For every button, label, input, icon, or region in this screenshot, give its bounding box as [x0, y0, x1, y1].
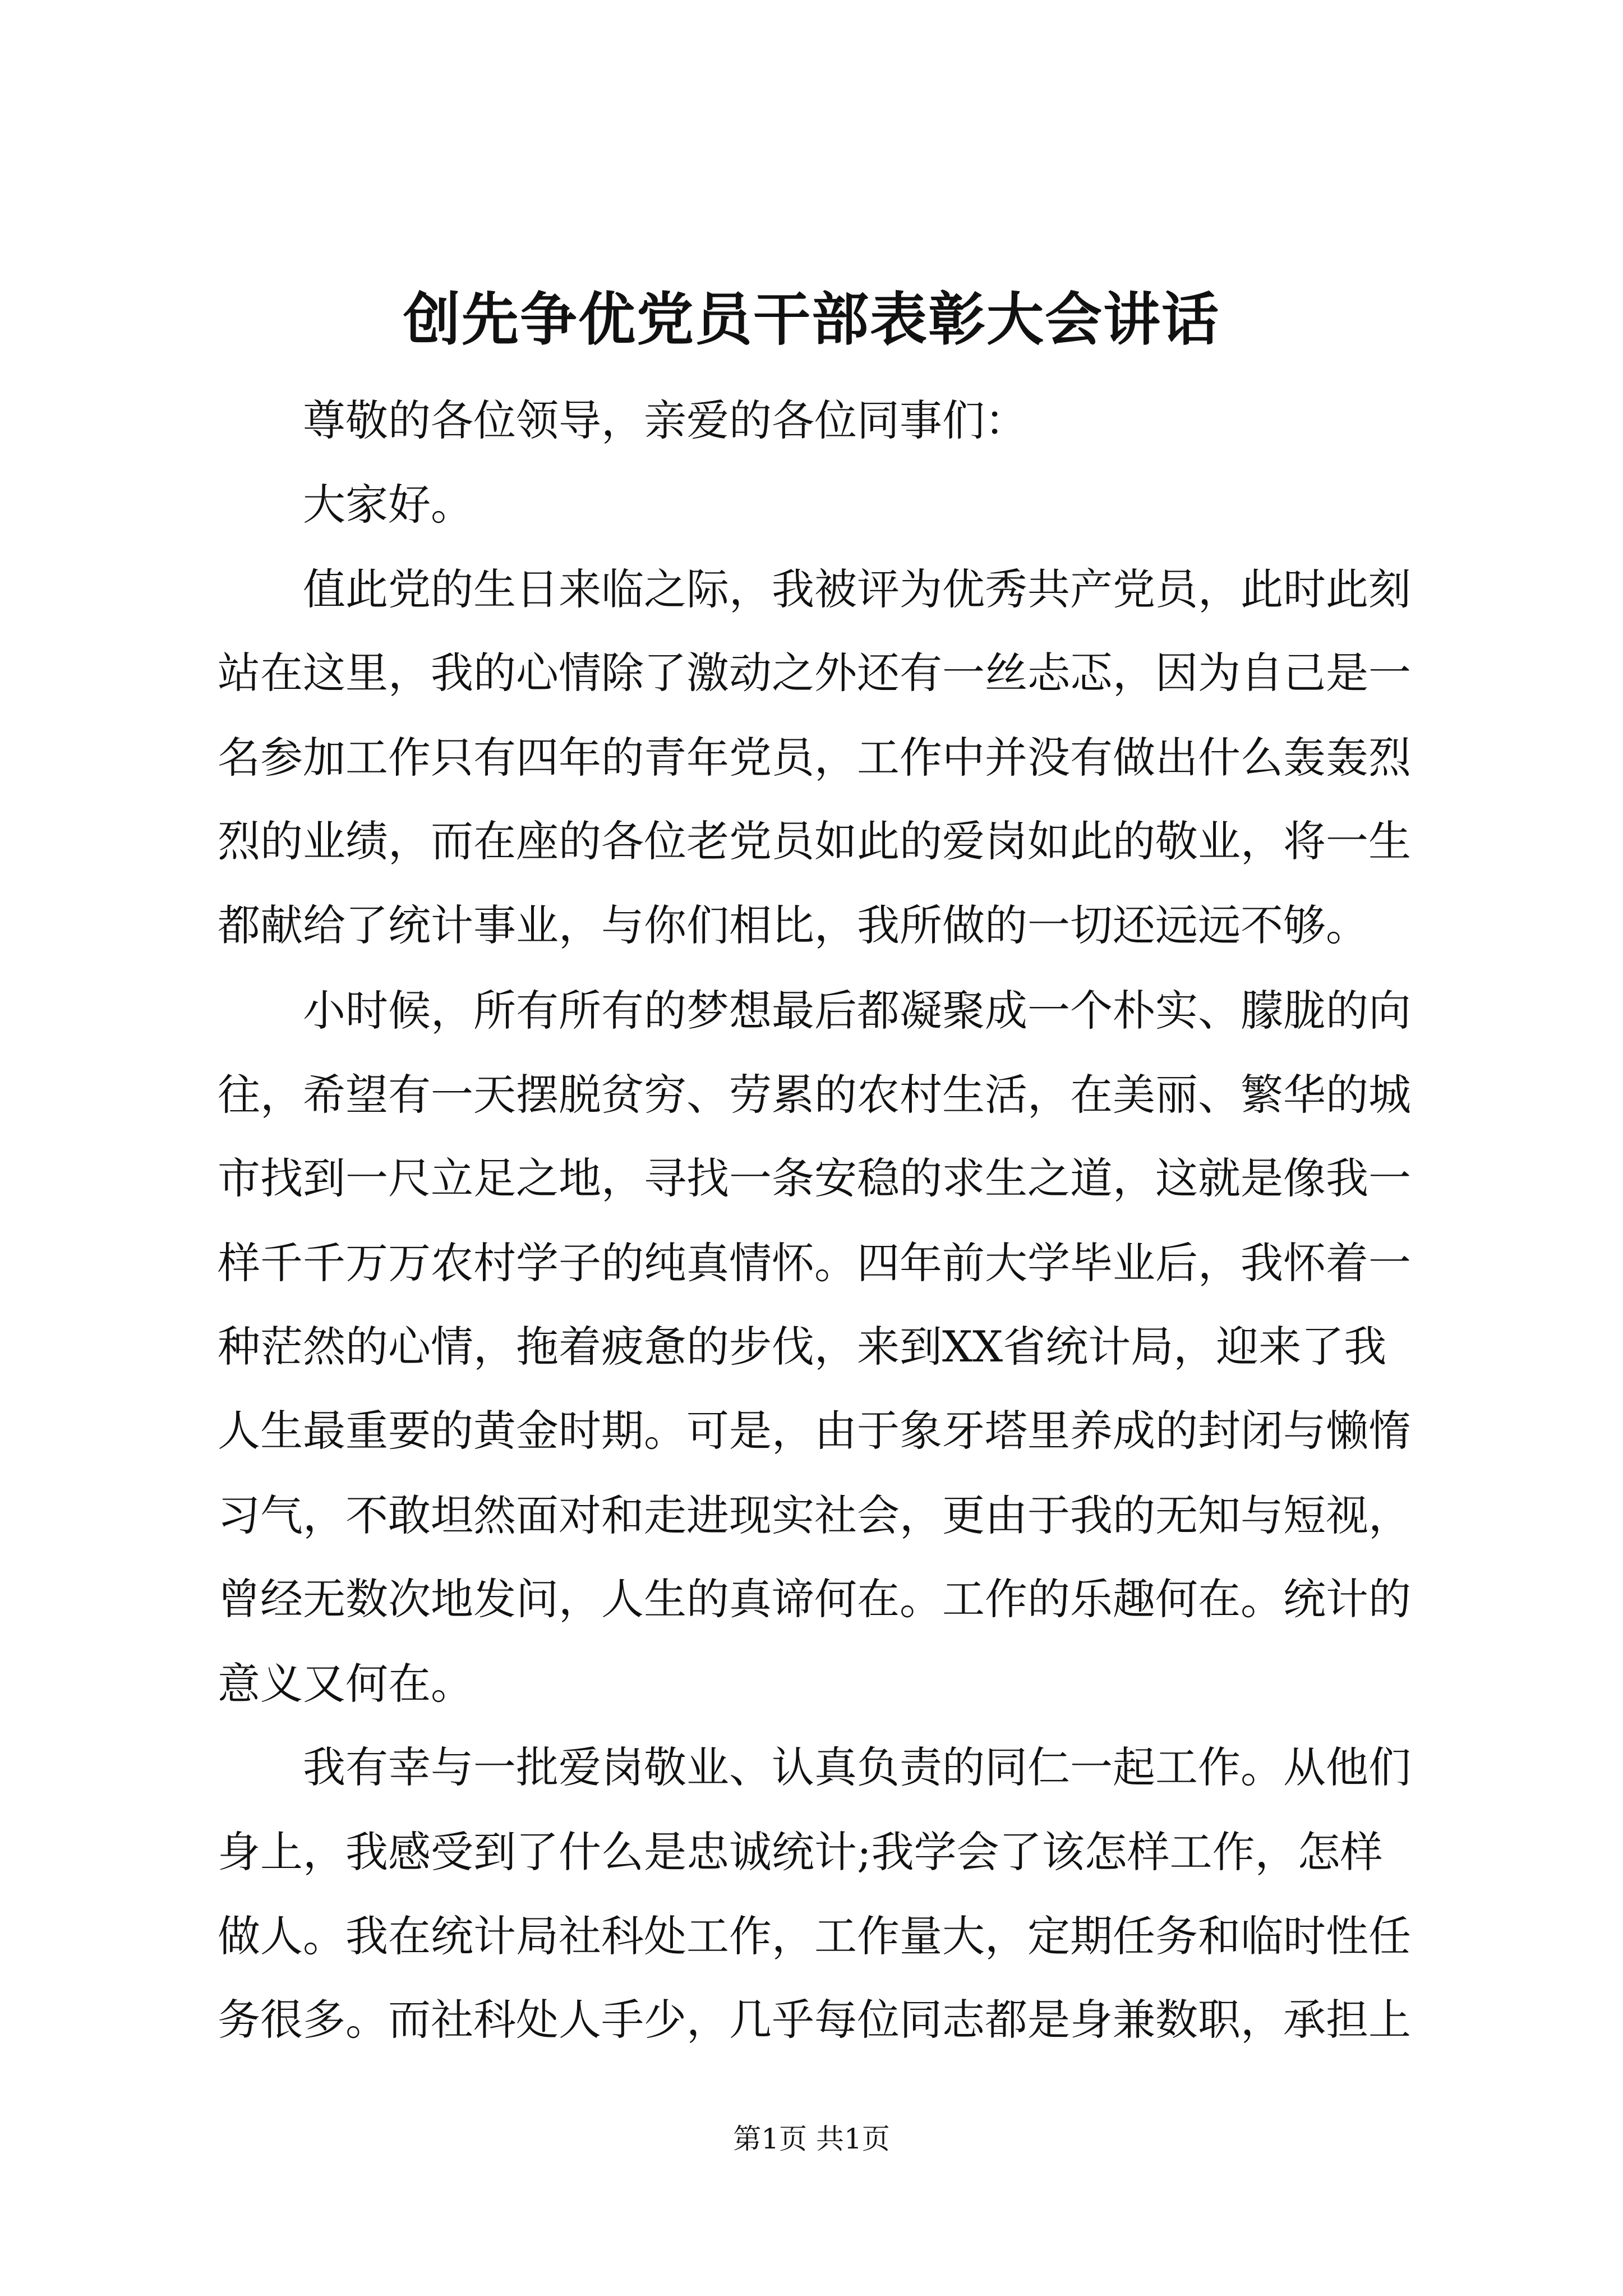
- paragraph-1-line-4: 烈的业绩，而在座的各位老党员如此的爱岗如此的敬业，将一生: [218, 816, 1411, 866]
- paragraph-1-line-1: 值此党的生日来临之际，我被评为优秀共产党员，此时此刻: [303, 564, 1411, 614]
- paragraph-3-line-1: 我有幸与一批爱岗敬业、认真负责的同仁一起工作。从他们: [303, 1742, 1411, 1792]
- paragraph-1-line-5: 都献给了统计事业，与你们相比，我所做的一切还远远不够。: [218, 900, 1368, 950]
- paragraph-3-line-2: 身上，我感受到了什么是忠诚统计;我学会了该怎样工作，怎样: [218, 1827, 1383, 1877]
- salutation-line: 尊敬的各位领导，亲爱的各位同事们：: [303, 395, 1027, 445]
- paragraph-2-line-6: 人生最重要的黄金时期。可是，由于象牙塔里养成的封闭与懒惰: [218, 1406, 1411, 1456]
- page-footer: 第1页 共1页: [733, 2123, 890, 2155]
- paragraph-2-line-9: 意义又何在。: [218, 1659, 473, 1709]
- paragraph-2-line-2: 往，希望有一天摆脱贫穷、劳累的农村生活，在美丽、繁华的城: [218, 1070, 1411, 1120]
- paragraph-1-line-3: 名参加工作只有四年的青年党员，工作中并没有做出什么轰轰烈: [218, 733, 1411, 783]
- paragraph-3-line-3: 做人。我在统计局社科处工作，工作量大，定期任务和临时性任: [218, 1911, 1411, 1961]
- paragraph-2-line-1: 小时候，所有所有的梦想最后都凝聚成一个朴实、朦胧的向: [303, 986, 1411, 1036]
- paragraph-3-line-4: 务很多。而社科处人手少，几乎每位同志都是身兼数职，承担上: [218, 1995, 1411, 2045]
- paragraph-2-line-3: 市找到一尺立足之地，寻找一条安稳的求生之道，这就是像我一: [218, 1153, 1411, 1203]
- paragraph-2-line-8: 曾经无数次地发问，人生的真谛何在。工作的乐趣何在。统计的: [218, 1574, 1411, 1624]
- document-title: 创先争优党员干部表彰大会讲话: [403, 286, 1220, 353]
- paragraph-2-line-5: 种茫然的心情，拖着疲惫的步伐，来到XX省统计局，迎来了我: [218, 1322, 1387, 1372]
- paragraph-1-line-2: 站在这里，我的心情除了激动之外还有一丝忐忑，因为自己是一: [218, 648, 1411, 698]
- paragraph-2-line-7: 习气，不敢坦然面对和走进现实社会，更由于我的无知与短视，: [218, 1490, 1411, 1540]
- greeting-line: 大家好。: [303, 480, 473, 530]
- paragraph-2-line-4: 样千千万万农村学子的纯真情怀。四年前大学毕业后，我怀着一: [218, 1238, 1411, 1288]
